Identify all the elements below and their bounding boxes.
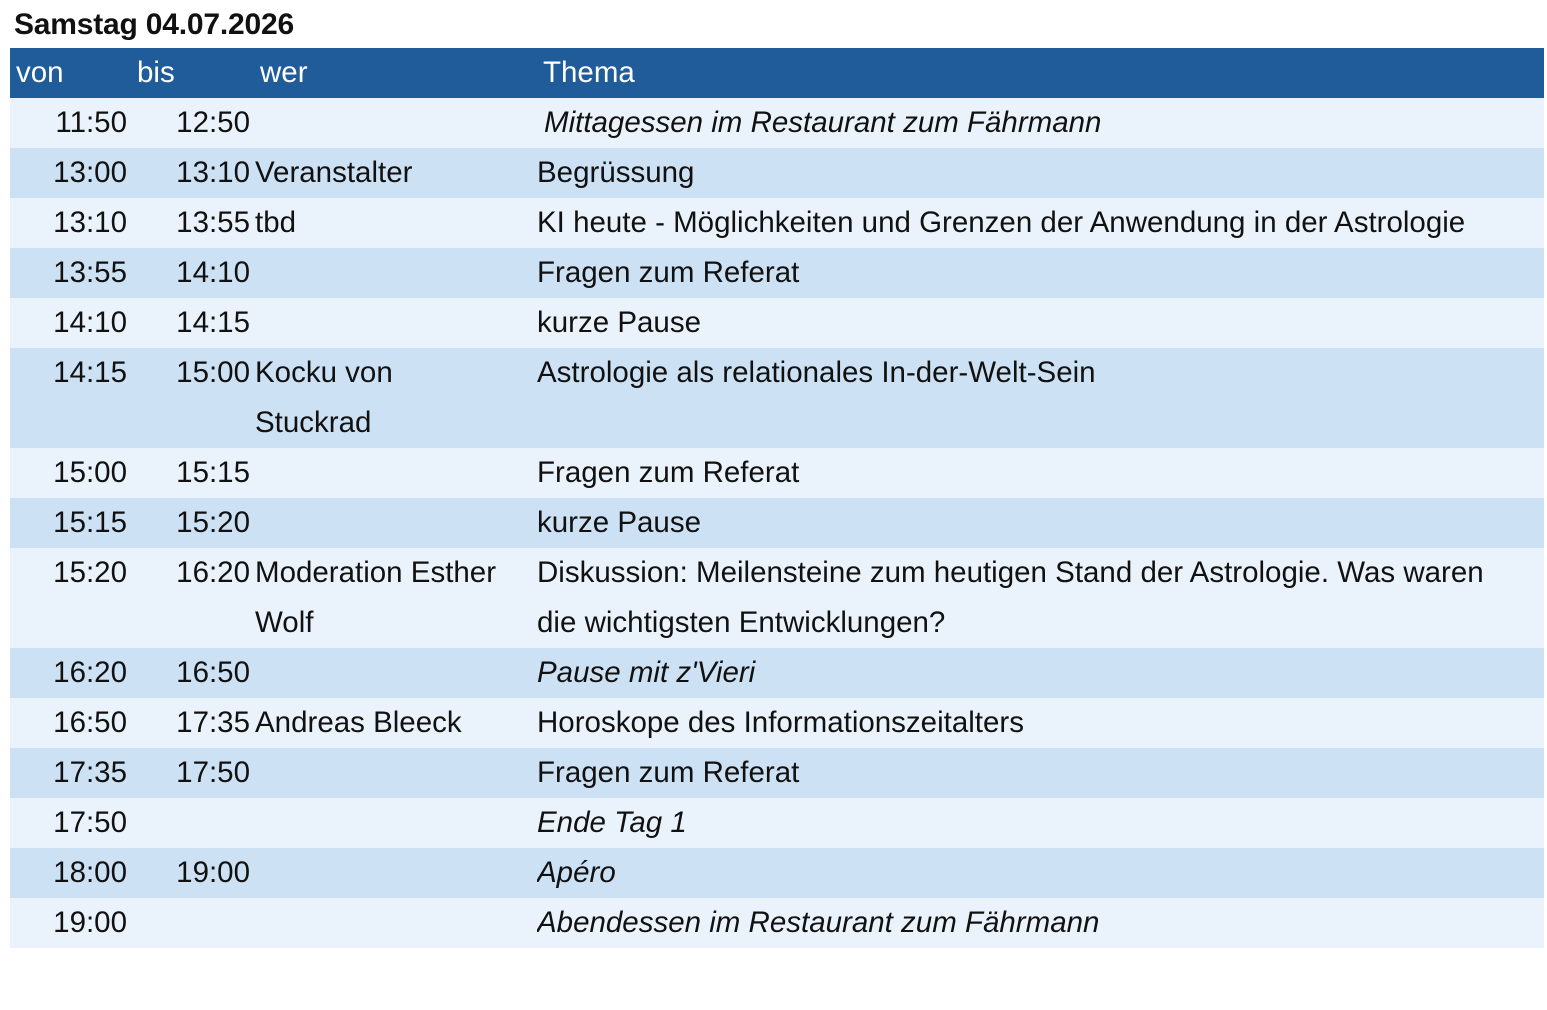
cell-wer: tbd: [255, 206, 297, 239]
cell-bis: 15:00: [176, 356, 250, 389]
cell-von: 15:00: [53, 456, 127, 489]
cell-thema: Diskussion: Meilensteine zum heutigen Stand der Astrologie. Was waren die wichtigsten Entwicklungen?: [537, 556, 1484, 639]
table-row: [10, 748, 1544, 798]
cell-bis: 16:50: [176, 656, 250, 689]
cell-bis: 13:10: [176, 156, 250, 189]
cell-wer: [254, 748, 537, 798]
cell-von: 11:50: [55, 106, 127, 139]
cell-thema: Pause mit z'Vieri: [537, 656, 756, 689]
cell-wer: [254, 98, 537, 148]
header-row: [10, 48, 1544, 98]
cell-von: 16:50: [53, 706, 127, 739]
cell-von: 17:35: [53, 756, 127, 789]
table-row: [10, 198, 1544, 248]
cell-bis: 19:00: [176, 856, 250, 889]
schedule-table: [10, 48, 1544, 948]
cell-bis: 12:50: [176, 106, 250, 139]
cell-von: 13:10: [53, 206, 127, 239]
cell-von: 15:20: [53, 556, 127, 589]
cell-von: 13:00: [53, 156, 127, 189]
cell-wer: [254, 298, 537, 348]
cell-wer: Moderation Esther Wolf: [255, 556, 497, 639]
cell-bis: 16:20: [176, 556, 250, 589]
table-row: [10, 448, 1544, 498]
cell-bis: 14:15: [176, 306, 250, 339]
cell-von: 13:55: [53, 256, 127, 289]
table-row: [10, 648, 1544, 698]
cell-wer: [254, 798, 537, 848]
cell-von: 18:00: [53, 856, 127, 889]
cell-thema: KI heute - Möglichkeiten und Grenzen der Anwendung in der Astrologie: [537, 206, 1466, 239]
cell-wer: Veranstalter: [255, 156, 413, 189]
cell-bis: 17:50: [176, 756, 250, 789]
cell-wer: [254, 848, 537, 898]
table-row: [10, 498, 1544, 548]
cell-thema: kurze Pause: [537, 306, 701, 339]
cell-wer: [254, 648, 537, 698]
cell-von: 19:00: [53, 906, 127, 939]
table-row: [10, 148, 1544, 198]
table-row: [10, 348, 1544, 448]
cell-bis: [131, 798, 254, 848]
cell-bis: 15:20: [176, 506, 250, 539]
cell-thema: Horoskope des Informationszeitalters: [537, 706, 1024, 739]
cell-thema: Begrüssung: [537, 156, 695, 189]
cell-thema: kurze Pause: [537, 506, 701, 539]
column-header-wer: wer: [260, 56, 308, 89]
cell-von: 16:20: [53, 656, 127, 689]
column-header-von: von: [16, 56, 64, 89]
cell-wer: [254, 498, 537, 548]
cell-von: 15:15: [53, 506, 127, 539]
cell-thema: Abendessen im Restaurant zum Fährmann: [537, 906, 1100, 939]
cell-wer: Andreas Bleeck: [255, 706, 462, 739]
table-row: [10, 698, 1544, 748]
table-row: [10, 298, 1544, 348]
column-header-bis: bis: [137, 56, 175, 89]
cell-thema: Apéro: [537, 856, 616, 889]
table-row: [10, 898, 1544, 948]
cell-thema: Mittagessen im Restaurant zum Fährmann: [544, 106, 1102, 139]
cell-bis: 17:35: [176, 706, 250, 739]
cell-von: 14:10: [53, 306, 127, 339]
cell-bis: 13:55: [176, 206, 250, 239]
page-title: Samstag 04.07.2026: [14, 8, 294, 41]
cell-thema: Ende Tag 1: [537, 806, 687, 839]
cell-bis: 14:10: [176, 256, 250, 289]
cell-thema: Fragen zum Referat: [537, 756, 800, 789]
table-row: [10, 848, 1544, 898]
cell-von: 14:15: [53, 356, 127, 389]
cell-bis: [131, 898, 254, 948]
column-header-thema: Thema: [543, 56, 635, 89]
cell-wer: [254, 248, 537, 298]
table-row: [10, 98, 1544, 148]
cell-thema: Fragen zum Referat: [537, 256, 800, 289]
cell-thema: Fragen zum Referat: [537, 456, 800, 489]
cell-wer: [254, 448, 537, 498]
cell-wer: [254, 898, 537, 948]
table-row: [10, 248, 1544, 298]
table-row: [10, 798, 1544, 848]
table-row: [10, 548, 1544, 648]
cell-thema: Astrologie als relationales In-der-Welt-Sein: [537, 356, 1096, 389]
cell-bis: 15:15: [176, 456, 250, 489]
cell-wer: Kocku von Stuckrad: [255, 356, 393, 439]
cell-von: 17:50: [53, 806, 127, 839]
